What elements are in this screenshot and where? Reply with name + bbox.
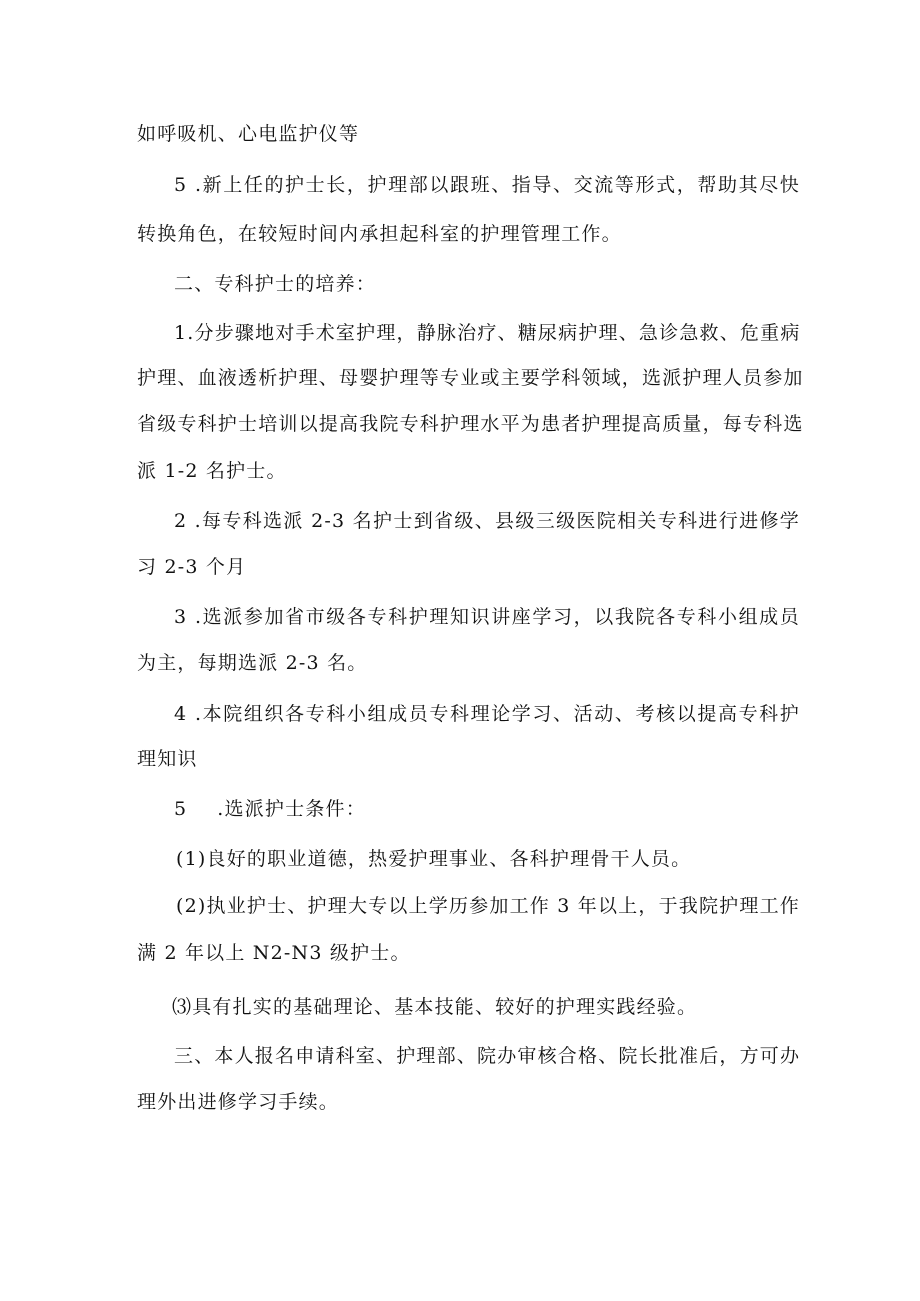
text-line: 省级专科护士培训以提高我院专科护理水平为患者护理提高质量，每专科选 (137, 413, 804, 435)
text-line: 习 2-3 个月 (137, 556, 247, 578)
text-line: 3 .选派参加省市级各专科护理知识讲座学习，以我院各专科小组成员 (174, 606, 800, 628)
text-line: 4 .本院组织各专科小组成员专科理论学习、活动、考核以提高专科护 (174, 703, 800, 725)
text-line: 三、本人报名申请科室、护理部、院办审核合格、院长批准后，方可办 (174, 1045, 801, 1067)
text-line: 如呼吸机、心电监护仪等 (137, 123, 360, 145)
item-text: .选派护士条件： (217, 798, 366, 820)
section-heading: 二、专科护士的培养： (174, 273, 377, 295)
item-number: 5 (174, 798, 188, 820)
text-line: 转换角色，在较短时间内承担起科室的护理管理工作。 (137, 223, 622, 245)
text-line: 理外出进修学习手续。 (137, 1091, 340, 1113)
text-line: 5 .新上任的护士长，护理部以跟班、指导、交流等形式，帮助其尽快 (174, 174, 800, 196)
text-line: 理知识 (137, 748, 198, 770)
text-line: 护理、血液透析护理、母婴护理等专业或主要学科领域，选派护理人员参加 (137, 367, 804, 389)
text-line: 2 .每专科选派 2-3 名护士到省级、县级三级医院相关专科进行进修学 (174, 510, 800, 532)
text-line (174, 797, 366, 821)
text-line: (1)良好的职业道德，热爱护理事业、各科护理骨干人员。 (176, 848, 692, 870)
text-line: 满 2 年以上 N2-N3 级护士。 (137, 942, 411, 964)
text-line: ⑶具有扎实的基础理论、基本技能、较好的护理实践经验。 (172, 996, 698, 1018)
text-line: 1.分步骤地对手术室护理，静脉治疗、糖尿病护理、急诊急救、危重病 (174, 322, 801, 344)
text-line: (2)执业护士、护理大专以上学历参加工作 3 年以上，于我院护理工作 (176, 895, 800, 917)
text-line: 为主，每期选派 2-3 名。 (137, 652, 368, 674)
text-line: 派 1-2 名护士。 (137, 460, 287, 482)
